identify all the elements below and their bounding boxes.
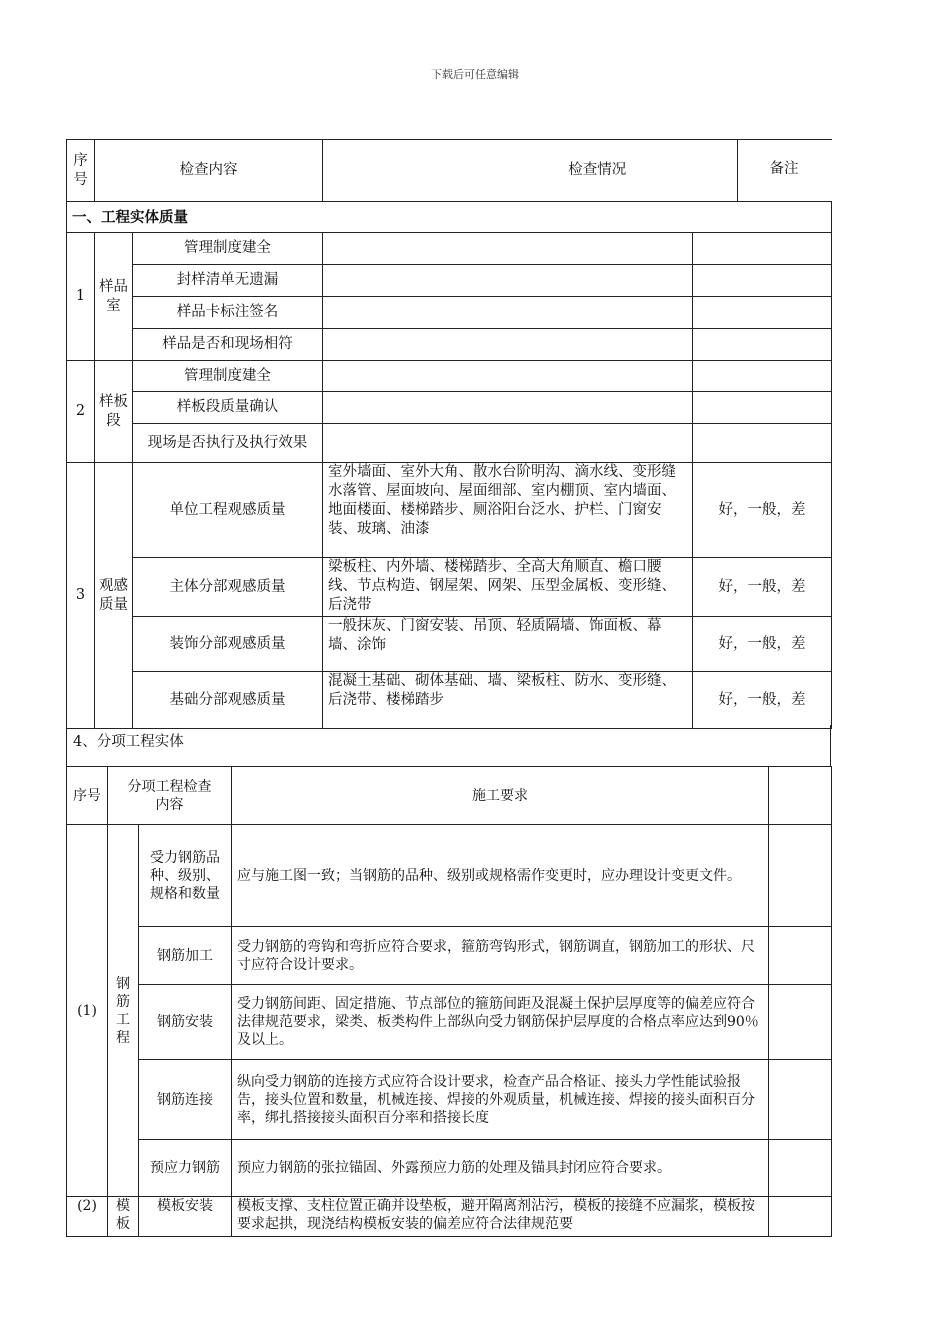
item-detail [323,361,693,392]
item-remark: 好，一般，差 [693,463,832,558]
item-remark [693,329,832,361]
header-content: 检查内容 [95,140,323,202]
item-name: 样品是否和现场相符 [133,329,323,361]
group-name: 观感质量 [95,463,133,729]
item-remark: 好，一般，差 [693,672,832,729]
section-4-title: 4、分项工程实体 [73,734,184,750]
header-content: 分项工程检查内容 [108,767,232,825]
item-remark [693,361,832,392]
item-name: 基础分部观感质量 [133,672,323,729]
item-name: 受力钢筋品种、级别、规格和数量 [139,825,232,927]
group-name: 钢筋工程 [108,825,139,1197]
subitem-table [66,766,832,1237]
item-req: 受力钢筋间距、固定措施、节点部位的箍筋间距及混凝土保护层厚度等的偏差应符合法律规范要求，梁类、板类构件上部纵向受力钢筋保护层厚度的合格点率应达到90％及以上。 [232,985,769,1060]
item-remark [693,424,832,463]
header-situation: 检查情况 [323,140,832,202]
item-name: 模板安装 [139,1197,232,1237]
item-remark [693,297,832,329]
item-name: 钢筋加工 [139,927,232,985]
group-name: 样品室 [95,233,133,361]
header-remark: 备注 [769,161,799,177]
item-detail: 梁板柱、内外墙、楼梯踏步、全高大角顺直、檐口腰线、节点构造、钢屋架、网架、压型金属板、变形缝、后浇带 [323,558,693,617]
item-name: 预应力钢筋 [139,1140,232,1197]
item-req: 纵向受力钢筋的连接方式应符合设计要求，检查产品合格证、接头力学性能试验报告，接头位置和数量，机械连接、焊接的外观质量，机械连接、焊接的接头面积百分率，绑扎搭接接头面积百分率和搭接长度 [232,1060,769,1140]
item-remark [693,233,832,265]
item-name: 封样清单无遗漏 [133,265,323,297]
item-remark [693,265,832,297]
item-name: 管理制度建全 [133,233,323,265]
header-no: 序号 [67,767,108,825]
item-detail: 室外墙面、室外大角、散水台阶明沟、滴水线、变形缝水落管、屋面坡向、屋面细部、室内棚顶、室内墙面、地面楼面、楼梯踏步、厕浴阳台泛水、护栏、门窗安装、玻璃、油漆 [323,463,693,558]
item-name: 钢筋安装 [139,985,232,1060]
group-no: 3 [67,463,95,729]
item-remark: 好，一般，差 [693,617,832,672]
item-name: 管理制度建全 [133,361,323,392]
section-4 [66,725,831,766]
item-detail [323,329,693,361]
item-req: 应与施工图一致；当钢筋的品种、级别或规格需作变更时，应办理设计变更文件。 [232,825,769,927]
item-remark [769,985,832,1060]
group-no: (2) [67,1197,108,1237]
item-req: 受力钢筋的弯钩和弯折应符合要求，箍筋弯钩形式，钢筋调直，钢筋加工的形状、尺寸应符合设计要求。 [232,927,769,985]
group-no: 1 [67,233,95,361]
item-detail [323,297,693,329]
item-detail [323,233,693,265]
page-header: 下载后可任意编辑 [431,68,519,81]
item-detail: 混凝土基础、砌体基础、墙、梁板柱、防水、变形缝、后浇带、楼梯踏步 [323,672,693,729]
group-name: 样板段 [95,361,133,463]
item-detail [323,424,693,463]
item-remark: 好，一般，差 [693,558,832,617]
item-remark [693,392,832,424]
item-name: 样板段质量确认 [133,392,323,424]
group-name: 模板 [108,1197,139,1237]
item-req: 模板支撑、支柱位置正确并设垫板，避开隔离剂沾污，模板的接缝不应漏浆，模板按要求起拱，现浇结构模板安装的偏差应符合法律规范要 [232,1197,769,1237]
item-name: 装饰分部观感质量 [133,617,323,672]
header-req: 施工要求 [232,767,769,825]
item-name: 样品卡标注签名 [133,297,323,329]
item-remark [769,1197,832,1237]
item-name: 现场是否执行及执行效果 [133,424,323,463]
item-name: 主体分部观感质量 [133,558,323,617]
item-remark [769,825,832,927]
group-no: 2 [67,361,95,463]
item-name: 单位工程观感质量 [133,463,323,558]
inspection-table [66,139,832,729]
item-detail: 一般抹灰、门窗安装、吊顶、轻质隔墙、饰面板、幕墙、涂饰 [323,617,693,672]
group-no: (1) [67,825,108,1197]
item-name: 钢筋连接 [139,1060,232,1140]
section-title: 一、工程实体质量 [67,202,832,233]
item-remark [769,1060,832,1140]
item-req: 预应力钢筋的张拉锚固、外露预应力筋的处理及锚具封闭应符合要求。 [232,1140,769,1197]
item-remark [769,1140,832,1197]
header-no: 序号 [67,140,95,202]
item-detail [323,392,693,424]
item-detail [323,265,693,297]
item-remark [769,927,832,985]
header-remark [769,767,832,825]
